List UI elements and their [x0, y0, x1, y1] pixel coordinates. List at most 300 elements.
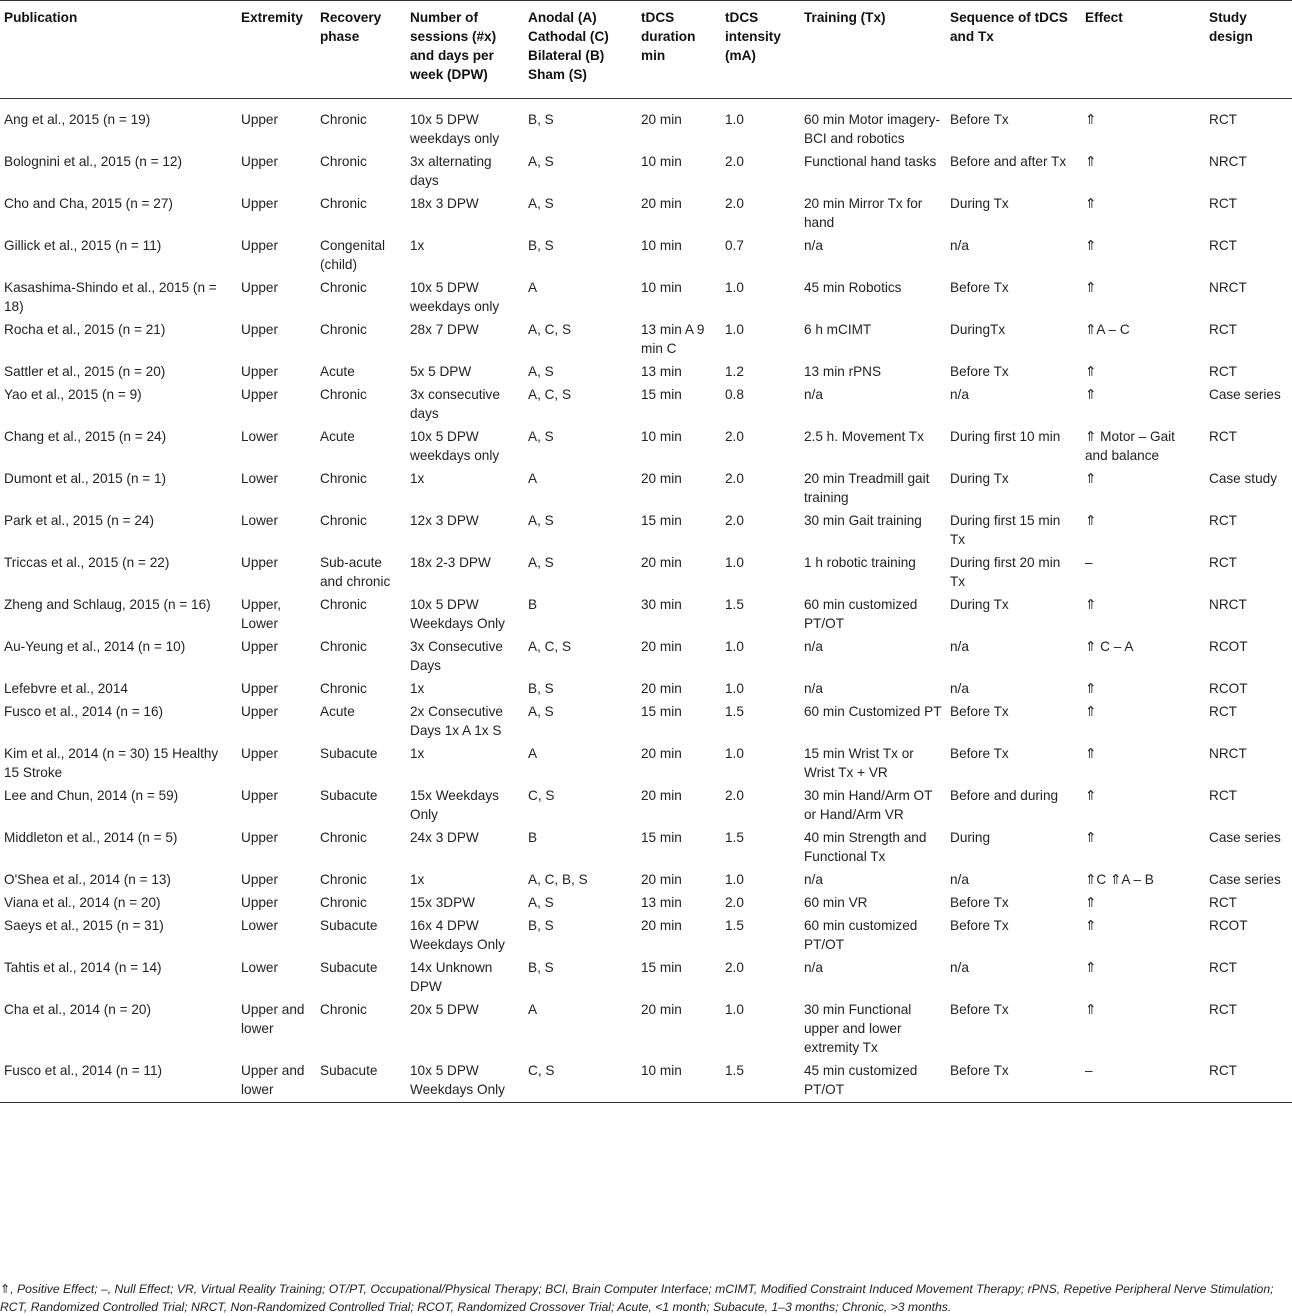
extremity-cell: Upper and lower	[241, 1063, 305, 1097]
sessions-cell: 10x 5 DPW weekdays only	[410, 429, 500, 463]
training-cell: 30 min Gait training	[804, 513, 922, 528]
training-cell: 13 min rPNS	[804, 364, 882, 379]
publication-cell: Chang et al., 2015 (n = 24)	[4, 429, 167, 444]
recovery-phase-cell: Subacute	[320, 918, 378, 933]
recovery-phase-cell: Chronic	[320, 872, 367, 887]
recovery-phase-cell: Chronic	[320, 112, 367, 127]
effect-cell: ⇑	[1085, 513, 1097, 528]
publication-cell: Tahtis et al., 2014 (n = 14)	[4, 960, 162, 975]
sequence-cell: n/a	[950, 960, 969, 975]
effect-cell: ⇑	[1085, 387, 1097, 402]
table-row	[0, 234, 1292, 276]
table-row	[0, 551, 1292, 593]
sessions-cell: 1x	[410, 681, 425, 696]
study-design-cell: NRCT	[1209, 746, 1247, 761]
table-header-row	[0, 1, 1292, 99]
sequence-cell: Before Tx	[950, 1002, 1009, 1017]
duration-cell: 10 min	[641, 429, 682, 444]
extremity-cell: Upper	[241, 387, 279, 402]
training-cell: 60 min customized PT/OT	[804, 918, 918, 952]
effect-cell: ⇑	[1085, 681, 1097, 696]
header-duration: tDCS duration min	[641, 10, 696, 63]
study-design-cell: RCT	[1209, 196, 1237, 211]
training-cell: 60 min VR	[804, 895, 868, 910]
recovery-phase-cell: Chronic	[320, 387, 367, 402]
effect-cell: ⇑	[1085, 597, 1097, 612]
table-row	[0, 192, 1292, 234]
effect-cell: ⇑	[1085, 238, 1097, 253]
effect-cell: ⇑	[1085, 788, 1097, 803]
stimulation-type-cell: A	[528, 746, 538, 761]
study-design-cell: RCT	[1209, 704, 1237, 719]
intensity-cell: 2.0	[725, 788, 744, 803]
sequence-cell: Before Tx	[950, 1063, 1009, 1078]
sessions-cell: 15x 3DPW	[410, 895, 475, 910]
publication-cell: Fusco et al., 2014 (n = 11)	[4, 1063, 163, 1078]
training-cell: 15 min Wrist Tx or Wrist Tx + VR	[804, 746, 914, 780]
training-cell: 1 h robotic training	[804, 555, 916, 570]
duration-cell: 20 min	[641, 639, 682, 654]
sequence-cell: During Tx	[950, 196, 1009, 211]
extremity-cell: Upper	[241, 280, 279, 295]
publication-cell: Fusco et al., 2014 (n = 16)	[4, 704, 164, 719]
stimulation-type-cell: A	[528, 280, 538, 295]
recovery-phase-cell: Chronic	[320, 597, 367, 612]
sequence-cell: n/a	[950, 681, 969, 696]
recovery-phase-cell: Acute	[320, 429, 355, 444]
effect-cell: –	[1085, 555, 1093, 570]
publication-cell: Cha et al., 2014 (n = 20)	[4, 1002, 151, 1017]
extremity-cell: Upper	[241, 322, 279, 337]
intensity-cell: 2.0	[725, 429, 744, 444]
training-cell: n/a	[804, 681, 823, 696]
stimulation-type-cell: A	[528, 471, 538, 486]
study-design-cell: RCT	[1209, 429, 1237, 444]
effect-cell: ⇑	[1085, 960, 1097, 975]
table-row	[0, 914, 1292, 956]
extremity-cell: Upper	[241, 681, 279, 696]
study-design-cell: RCT	[1209, 788, 1237, 803]
extremity-cell: Upper, Lower	[241, 597, 282, 631]
effect-cell: ⇑	[1085, 364, 1097, 379]
sequence-cell: n/a	[950, 387, 969, 402]
table-footnote: ⇑, Positive Effect; –, Null Effect; VR, Virtual Reality Training; OT/PT, Occupational/Physical Therapy; BCI, Brain Computer Interface; mCIMT, Modified Constraint Induced Movement Therapy; rPNS, Repetive Peripheral Nerve Stimulation; RCT, Randomized Controlled Trial; NRCT, Non-Randomized Controlled Trial; RCOT, Randomized Crossover Trial; Acute, <1 month; Subacute, 1–3 months; Chronic, >3 months.	[0, 1282, 1274, 1314]
sessions-cell: 14x Unknown DPW	[410, 960, 493, 994]
sessions-cell: 16x 4 DPW Weekdays Only	[410, 918, 505, 952]
recovery-phase-cell: Acute	[320, 364, 355, 379]
intensity-cell: 2.0	[725, 154, 744, 169]
publication-cell: O'Shea et al., 2014 (n = 13)	[4, 872, 171, 887]
training-cell: 60 min Motor imagery-BCI and robotics	[804, 112, 940, 146]
stimulation-type-cell: A, S	[528, 555, 554, 570]
recovery-phase-cell: Chronic	[320, 154, 367, 169]
stimulation-type-cell: A, S	[528, 154, 554, 169]
sessions-cell: 12x 3 DPW	[410, 513, 479, 528]
table-row	[0, 467, 1292, 509]
extremity-cell: Lower	[241, 429, 279, 444]
training-cell: 20 min Treadmill gait training	[804, 471, 930, 505]
extremity-cell: Upper	[241, 154, 279, 169]
stimulation-type-cell: A, S	[528, 704, 554, 719]
stimulation-type-cell: C, S	[528, 1063, 555, 1078]
publication-cell: Bolognini et al., 2015 (n = 12)	[4, 154, 182, 169]
duration-cell: 13 min	[641, 895, 682, 910]
training-cell: 2.5 h. Movement Tx	[804, 429, 924, 444]
training-cell: Functional hand tasks	[804, 154, 937, 169]
intensity-cell: 2.0	[725, 895, 744, 910]
training-cell: n/a	[804, 872, 823, 887]
stimulation-type-cell: C, S	[528, 788, 555, 803]
recovery-phase-cell: Subacute	[320, 1063, 378, 1078]
duration-cell: 20 min	[641, 746, 682, 761]
recovery-phase-cell: Chronic	[320, 322, 367, 337]
sequence-cell: Before Tx	[950, 364, 1009, 379]
sessions-cell: 1x	[410, 872, 425, 887]
table-row	[0, 99, 1292, 151]
table-row	[0, 868, 1292, 891]
duration-cell: 10 min	[641, 280, 682, 295]
publication-cell: Lee and Chun, 2014 (n = 59)	[4, 788, 179, 803]
study-design-cell: RCT	[1209, 322, 1237, 337]
table-row	[0, 677, 1292, 700]
sessions-cell: 1x	[410, 471, 425, 486]
table-row	[0, 276, 1292, 318]
intensity-cell: 0.7	[725, 238, 744, 253]
intensity-cell: 1.5	[725, 704, 744, 719]
study-design-cell: NRCT	[1209, 597, 1247, 612]
intensity-cell: 1.2	[725, 364, 744, 379]
table-row	[0, 784, 1292, 826]
publication-cell: Gillick et al., 2015 (n = 11)	[4, 238, 162, 253]
sessions-cell: 1x	[410, 238, 425, 253]
study-design-cell: NRCT	[1209, 154, 1247, 169]
intensity-cell: 1.0	[725, 555, 744, 570]
table-row	[0, 150, 1292, 192]
publication-cell: Sattler et al., 2015 (n = 20)	[4, 364, 166, 379]
duration-cell: 20 min	[641, 555, 682, 570]
effect-cell: ⇑	[1085, 704, 1097, 719]
header-effect: Effect	[1085, 10, 1123, 25]
sequence-cell: During first 15 min Tx	[950, 513, 1061, 547]
stimulation-type-cell: A, S	[528, 364, 554, 379]
duration-cell: 15 min	[641, 960, 682, 975]
extremity-cell: Upper	[241, 830, 279, 845]
table-row	[0, 891, 1292, 914]
sequence-cell: DuringTx	[950, 322, 1006, 337]
recovery-phase-cell: Chronic	[320, 681, 367, 696]
extremity-cell: Upper	[241, 704, 279, 719]
intensity-cell: 1.5	[725, 830, 744, 845]
sessions-cell: 18x 2-3 DPW	[410, 555, 491, 570]
publication-cell: Ang et al., 2015 (n = 19)	[4, 112, 151, 127]
duration-cell: 10 min	[641, 1063, 682, 1078]
intensity-cell: 2.0	[725, 513, 744, 528]
training-cell: 6 h mCIMT	[804, 322, 872, 337]
sessions-cell: 2x Consecutive Days 1x A 1x S	[410, 704, 503, 738]
header-intensity: tDCS intensity (mA)	[725, 10, 781, 63]
intensity-cell: 1.0	[725, 322, 744, 337]
stimulation-type-cell: A, C, S	[528, 322, 572, 337]
recovery-phase-cell: Chronic	[320, 895, 367, 910]
study-design-cell: RCT	[1209, 513, 1237, 528]
intensity-cell: 1.0	[725, 280, 744, 295]
stimulation-type-cell: B, S	[528, 960, 554, 975]
sequence-cell: During Tx	[950, 471, 1009, 486]
header-stimulation-type: Anodal (A) Cathodal (C) Bilateral (B) Sham (S)	[528, 10, 609, 82]
study-design-cell: RCOT	[1209, 639, 1248, 654]
intensity-cell: 2.0	[725, 960, 744, 975]
training-cell: 45 min customized PT/OT	[804, 1063, 918, 1097]
sessions-cell: 5x 5 DPW	[410, 364, 472, 379]
intensity-cell: 1.0	[725, 112, 744, 127]
sequence-cell: n/a	[950, 639, 969, 654]
recovery-phase-cell: Subacute	[320, 788, 378, 803]
intensity-cell: 1.0	[725, 872, 744, 887]
intensity-cell: 1.5	[725, 597, 744, 612]
sessions-cell: 20x 5 DPW	[410, 1002, 479, 1017]
effect-cell: ⇑	[1085, 746, 1097, 761]
stimulation-type-cell: B, S	[528, 918, 554, 933]
study-design-cell: RCT	[1209, 364, 1237, 379]
training-cell: n/a	[804, 639, 823, 654]
intensity-cell: 1.5	[725, 918, 744, 933]
table-row	[0, 360, 1292, 383]
study-design-cell: RCOT	[1209, 681, 1248, 696]
training-cell: 40 min Strength and Functional Tx	[804, 830, 927, 864]
study-design-cell: RCT	[1209, 555, 1237, 570]
recovery-phase-cell: Sub-acute and chronic	[320, 555, 391, 589]
recovery-phase-cell: Subacute	[320, 746, 378, 761]
sessions-cell: 10x 5 DPW Weekdays Only	[410, 597, 505, 631]
publication-cell: Triccas et al., 2015 (n = 22)	[4, 555, 170, 570]
study-design-cell: RCT	[1209, 1063, 1237, 1078]
recovery-phase-cell: Chronic	[320, 639, 367, 654]
header-study-design: Study design	[1209, 10, 1253, 44]
header-sessions: Number of sessions (#x) and days per week (DPW)	[410, 10, 497, 82]
publication-cell: Cho and Cha, 2015 (n = 27)	[4, 196, 173, 211]
extremity-cell: Upper	[241, 872, 279, 887]
intensity-cell: 1.0	[725, 746, 744, 761]
recovery-phase-cell: Congenital (child)	[320, 238, 385, 272]
recovery-phase-cell: Chronic	[320, 471, 367, 486]
effect-cell: ⇑	[1085, 918, 1097, 933]
sessions-cell: 10x 5 DPW weekdays only	[410, 112, 500, 146]
publication-cell: Yao et al., 2015 (n = 9)	[4, 387, 142, 402]
table-row	[0, 509, 1292, 551]
extremity-cell: Lower	[241, 918, 279, 933]
study-design-cell: NRCT	[1209, 280, 1247, 295]
table-row	[0, 956, 1292, 998]
effect-cell: ⇑A – C	[1085, 322, 1130, 337]
recovery-phase-cell: Subacute	[320, 960, 378, 975]
stimulation-type-cell: A, S	[528, 429, 554, 444]
effect-cell: ⇑	[1085, 1002, 1097, 1017]
duration-cell: 20 min	[641, 196, 682, 211]
duration-cell: 15 min	[641, 387, 682, 402]
sequence-cell: Before Tx	[950, 704, 1009, 719]
sessions-cell: 3x Consecutive Days	[410, 639, 503, 673]
effect-cell: –	[1085, 1063, 1093, 1078]
training-cell: 30 min Functional upper and lower extremity Tx	[804, 1002, 912, 1055]
stimulation-type-cell: A, C, B, S	[528, 872, 588, 887]
recovery-phase-cell: Acute	[320, 704, 355, 719]
effect-cell: ⇑	[1085, 471, 1097, 486]
sessions-cell: 10x 5 DPW weekdays only	[410, 280, 500, 314]
intensity-cell: 0.8	[725, 387, 744, 402]
duration-cell: 20 min	[641, 471, 682, 486]
duration-cell: 10 min	[641, 238, 682, 253]
sequence-cell: Before Tx	[950, 895, 1009, 910]
header-sequence: Sequence of tDCS and Tx	[950, 10, 1068, 44]
table-row	[0, 425, 1292, 467]
effect-cell: ⇑	[1085, 280, 1097, 295]
stimulation-type-cell: A, C, S	[528, 639, 572, 654]
training-cell: 30 min Hand/Arm OT or Hand/Arm VR	[804, 788, 933, 822]
recovery-phase-cell: Chronic	[320, 280, 367, 295]
sequence-cell: Before Tx	[950, 280, 1009, 295]
sequence-cell: Before and during	[950, 788, 1059, 803]
duration-cell: 20 min	[641, 112, 682, 127]
table-row	[0, 318, 1292, 360]
sessions-cell: 15x Weekdays Only	[410, 788, 499, 822]
publication-cell: Rocha et al., 2015 (n = 21)	[4, 322, 166, 337]
publication-cell: Kim et al., 2014 (n = 30) 15 Healthy 15 Stroke	[4, 746, 219, 780]
effect-cell: ⇑	[1085, 895, 1097, 910]
recovery-phase-cell: Chronic	[320, 196, 367, 211]
training-cell: n/a	[804, 387, 823, 402]
table-row	[0, 742, 1292, 784]
extremity-cell: Lower	[241, 471, 279, 486]
sessions-cell: 3x consecutive days	[410, 387, 500, 421]
recovery-phase-cell: Chronic	[320, 513, 367, 528]
extremity-cell: Upper	[241, 364, 279, 379]
duration-cell: 15 min	[641, 830, 682, 845]
stimulation-type-cell: A, C, S	[528, 387, 572, 402]
effect-cell: ⇑	[1085, 830, 1097, 845]
sequence-cell: During first 20 min Tx	[950, 555, 1061, 589]
extremity-cell: Upper	[241, 196, 279, 211]
sessions-cell: 18x 3 DPW	[410, 196, 479, 211]
study-design-cell: RCOT	[1209, 918, 1248, 933]
publication-cell: Viana et al., 2014 (n = 20)	[4, 895, 161, 910]
duration-cell: 15 min	[641, 704, 682, 719]
duration-cell: 13 min A 9 min C	[641, 322, 705, 356]
recovery-phase-cell: Chronic	[320, 1002, 367, 1017]
stimulation-type-cell: B, S	[528, 112, 554, 127]
stimulation-type-cell: A, S	[528, 895, 554, 910]
publication-cell: Au-Yeung et al., 2014 (n = 10)	[4, 639, 186, 654]
training-cell: n/a	[804, 960, 823, 975]
intensity-cell: 1.5	[725, 1063, 744, 1078]
stimulation-type-cell: A, S	[528, 196, 554, 211]
sessions-cell: 1x	[410, 746, 425, 761]
table-row	[0, 593, 1292, 635]
header-training: Training (Tx)	[804, 10, 886, 25]
stimulation-type-cell: B, S	[528, 238, 554, 253]
effect-cell: ⇑	[1085, 112, 1097, 127]
effect-cell: ⇑ Motor – Gait and balance	[1085, 429, 1175, 463]
sequence-cell: n/a	[950, 238, 969, 253]
study-design-cell: RCT	[1209, 238, 1237, 253]
sequence-cell: Before Tx	[950, 918, 1009, 933]
study-design-cell: Case study	[1209, 471, 1278, 486]
duration-cell: 20 min	[641, 918, 682, 933]
table-row	[0, 1059, 1292, 1103]
header-extremity: Extremity	[241, 10, 303, 25]
table-row	[0, 700, 1292, 742]
publication-cell: Park et al., 2015 (n = 24)	[4, 513, 154, 528]
intensity-cell: 2.0	[725, 471, 744, 486]
extremity-cell: Upper	[241, 238, 279, 253]
duration-cell: 30 min	[641, 597, 682, 612]
publication-cell: Middleton et al., 2014 (n = 5)	[4, 830, 178, 845]
sequence-cell: n/a	[950, 872, 969, 887]
study-design-cell: RCT	[1209, 895, 1237, 910]
extremity-cell: Upper	[241, 788, 279, 803]
header-recovery-phase: Recovery phase	[320, 10, 382, 44]
extremity-cell: Upper	[241, 746, 279, 761]
stimulation-type-cell: A	[528, 1002, 538, 1017]
stimulation-type-cell: B	[528, 597, 538, 612]
sessions-cell: 3x alternating days	[410, 154, 492, 188]
sequence-cell: During Tx	[950, 597, 1009, 612]
duration-cell: 20 min	[641, 872, 682, 887]
effect-cell: ⇑	[1085, 196, 1097, 211]
duration-cell: 13 min	[641, 364, 682, 379]
extremity-cell: Upper	[241, 639, 279, 654]
header-publication: Publication	[4, 10, 78, 25]
training-cell: 20 min Mirror Tx for hand	[804, 196, 923, 230]
publication-cell: Dumont et al., 2015 (n = 1)	[4, 471, 167, 486]
sequence-cell: Before and after Tx	[950, 154, 1067, 169]
publication-cell: Zheng and Schlaug, 2015 (n = 16)	[4, 597, 211, 612]
effect-cell: ⇑C ⇑A – B	[1085, 872, 1154, 887]
intensity-cell: 1.0	[725, 1002, 744, 1017]
intensity-cell: 1.0	[725, 681, 744, 696]
duration-cell: 20 min	[641, 1002, 682, 1017]
duration-cell: 15 min	[641, 513, 682, 528]
sequence-cell: Before Tx	[950, 112, 1009, 127]
training-cell: 60 min Customized PT	[804, 704, 942, 719]
sessions-cell: 10x 5 DPW Weekdays Only	[410, 1063, 505, 1097]
sessions-cell: 24x 3 DPW	[410, 830, 479, 845]
table-row	[0, 998, 1292, 1059]
extremity-cell: Lower	[241, 960, 279, 975]
sequence-cell: During	[950, 830, 991, 845]
recovery-phase-cell: Chronic	[320, 830, 367, 845]
publication-cell: Kasashima-Shindo et al., 2015 (n = 18)	[4, 280, 217, 314]
study-design-cell: Case series	[1209, 830, 1281, 845]
table-row	[0, 635, 1292, 677]
stimulation-type-cell: B	[528, 830, 538, 845]
training-cell: 45 min Robotics	[804, 280, 902, 295]
sequence-cell: Before Tx	[950, 746, 1009, 761]
duration-cell: 20 min	[641, 681, 682, 696]
intensity-cell: 2.0	[725, 196, 744, 211]
duration-cell: 20 min	[641, 788, 682, 803]
publication-cell: Saeys et al., 2015 (n = 31)	[4, 918, 164, 933]
study-design-cell: Case series	[1209, 872, 1281, 887]
extremity-cell: Lower	[241, 513, 279, 528]
study-design-cell: RCT	[1209, 1002, 1237, 1017]
duration-cell: 10 min	[641, 154, 682, 169]
extremity-cell: Upper	[241, 895, 279, 910]
effect-cell: ⇑	[1085, 154, 1097, 169]
stimulation-type-cell: A, S	[528, 513, 554, 528]
extremity-cell: Upper	[241, 555, 279, 570]
study-design-cell: RCT	[1209, 960, 1237, 975]
sequence-cell: During first 10 min	[950, 429, 1061, 444]
